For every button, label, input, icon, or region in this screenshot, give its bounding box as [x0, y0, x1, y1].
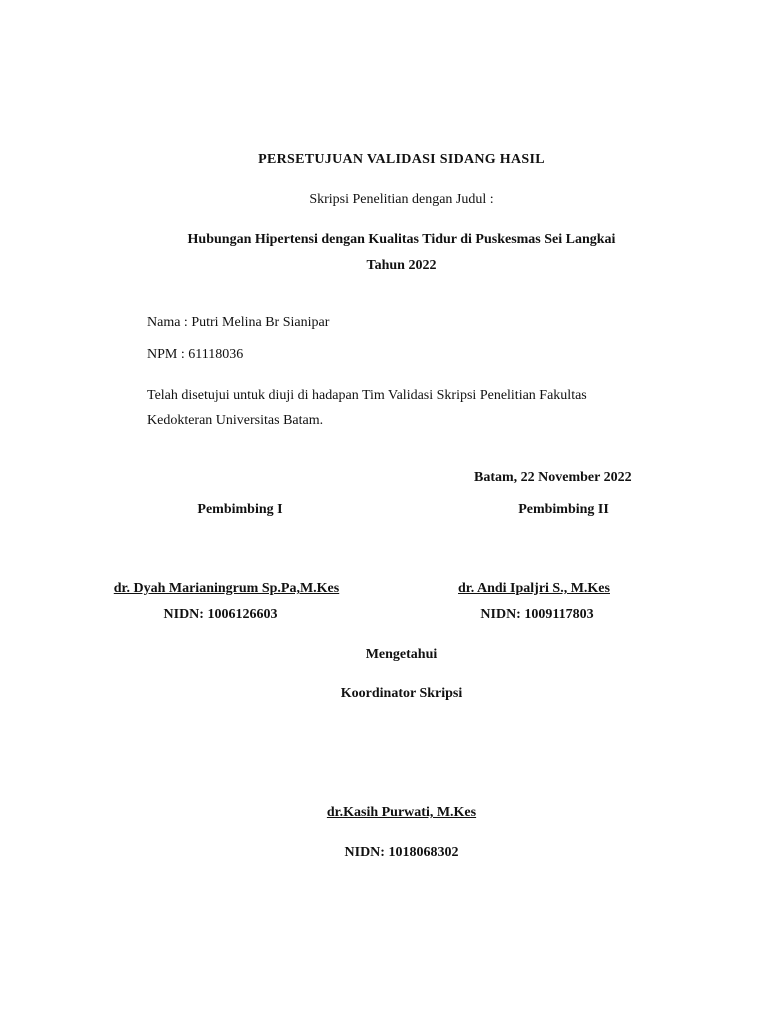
supervisor-1-name-text: dr. Dyah Marianingrum Sp.Pa,M.Kes: [113, 581, 340, 596]
document-title: PERSETUJUAN VALIDASI SIDANG HASIL: [258, 152, 545, 167]
student-name: Nama : Putri Melina Br Sianipar: [147, 315, 330, 330]
coordinator-name: [0, 806, 768, 820]
thesis-title-line-2: Tahun 2022: [366, 258, 437, 273]
acknowledged-label: Mengetahui: [365, 647, 438, 662]
coordinator-nidn: NIDN: 1018068302: [344, 845, 459, 860]
place-date: Batam, 22 November 2022: [474, 470, 632, 485]
supervisor-1-name: [0, 582, 453, 596]
supervisor-2-title: Pembimbing II: [518, 502, 609, 517]
thesis-title-line-1: Hubungan Hipertensi dengan Kualitas Tidur di Puskesmas Sei Langkai: [187, 232, 616, 247]
supervisor-2-name-text: dr. Andi Ipaljri S., M.Kes: [458, 581, 610, 596]
supervisor-1-title: Pembimbing I: [197, 502, 283, 517]
coordinator-title: Koordinator Skripsi: [340, 686, 463, 701]
supervisor-1-nidn: NIDN: 1006126603: [163, 607, 278, 622]
approval-statement-line-2: Kedokteran Universitas Batam.: [147, 413, 324, 428]
coordinator-name-text: dr.Kasih Purwati, M.Kes: [326, 805, 477, 820]
student-npm: NPM : 61118036: [147, 347, 244, 362]
supervisor-2-nidn: NIDN: 1009117803: [480, 607, 594, 622]
document-subtitle: Skripsi Penelitian dengan Judul :: [309, 192, 494, 207]
supervisor-2-name: [400, 582, 668, 596]
approval-statement-line-1: Telah disetujui untuk diuji di hadapan Tim Validasi Skripsi Penelitian Fakultas: [147, 388, 587, 403]
